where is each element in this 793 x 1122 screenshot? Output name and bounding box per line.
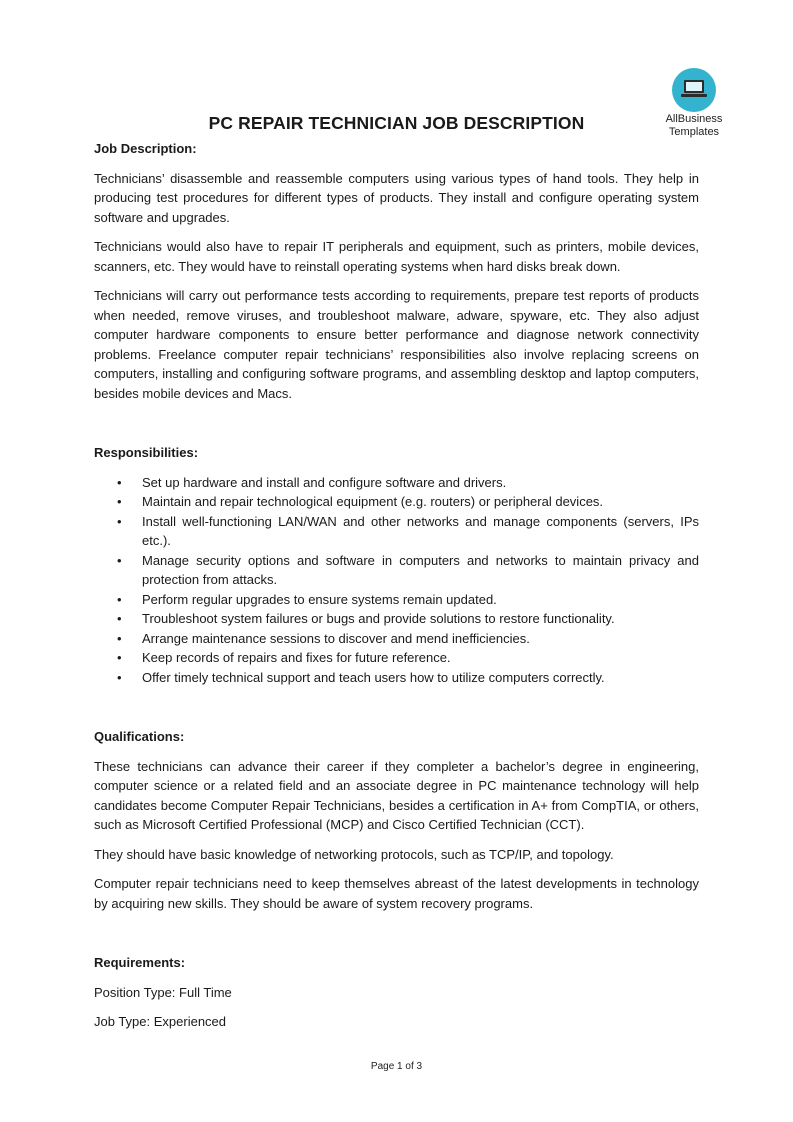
list-item-text: Manage security options and software in computers and networks to maintain privacy and protection from attacks.: [142, 552, 699, 587]
bullet-icon: •: [117, 611, 122, 626]
list-item-text: Offer timely technical support and teach users how to utilize computers correctly.: [142, 669, 605, 685]
list-item-text: Troubleshoot system failures or bugs and provide solutions to restore functionality.: [142, 611, 615, 626]
page-number: Page 1 of 3: [370, 1061, 423, 1072]
job-description-paragraph-2: Technicians would also have to repair IT peripherals and equipment, such as printers, mobile devices, scanners, etc. They would have to reinstall operating systems when hard disks break down.: [94, 239, 699, 274]
list-item-text: Maintain and repair technological equipment (e.g. routers) or peripheral devices.: [142, 494, 604, 509]
bullet-icon: •: [117, 513, 122, 529]
laptop-icon: [672, 68, 716, 112]
position-type: Position Type: Full Time: [94, 984, 232, 1000]
bullet-icon: •: [117, 552, 122, 568]
bullet-icon: •: [117, 591, 122, 607]
document-title: PC REPAIR TECHNICIAN JOB DESCRIPTION: [208, 113, 585, 133]
bullet-icon: •: [117, 494, 122, 509]
list-item: [94, 629, 699, 649]
job-description-paragraph-3: Technicians will carry out performance tests according to requirements, prepare test reports of products when needed, remove viruses, and troubleshoot malware, adware, spyware, etc. They also adjust computer hardware components to ensure better performance and diagnose network connectivity problems. Freelance computer repair technicians’ responsibilities also involve replacing screens on computers, installing and configuring software programs, and assembling desktop and laptop computers, besides mobile devices and Macs.: [94, 288, 699, 401]
list-item: [94, 551, 699, 590]
list-item: [94, 473, 699, 493]
job-type: Job Type: Experienced: [94, 1014, 227, 1029]
logo-text-line2: Templates: [668, 126, 720, 138]
qualifications-paragraph-1: These technicians can advance their career if they completer a bachelor’s degree in engineering, computer science or a related field and an associate degree in PC maintenance technology will help candidates become Computer Repair Technicians, besides a certification in A+ from CompTIA, or others, such as Microsoft Certified Professional (MCP) and Cisco Certified Technician (CCT).: [94, 758, 699, 832]
list-item: [94, 492, 699, 512]
list-item: [94, 609, 699, 629]
qualifications-paragraph-3: Computer repair technicians need to keep themselves abreast of the latest developments in technology by acquiring new skills. They should be aware of system recovery programs.: [94, 876, 699, 911]
bullet-icon: •: [117, 669, 122, 685]
requirements-heading: Requirements:: [94, 955, 186, 970]
qualifications-paragraph-2: They should have basic knowledge of networking protocols, such as TCP/IP, and topology.: [94, 846, 614, 862]
list-item-text: Set up hardware and install and configure software and drivers.: [142, 474, 507, 490]
document-body: [94, 139, 699, 1042]
list-item-text: Keep records of repairs and fixes for future reference.: [142, 650, 451, 665]
list-item-text: Arrange maintenance sessions to discover and mend inefficiencies.: [142, 630, 530, 646]
qualifications-heading: Qualifications:: [94, 729, 185, 744]
responsibilities-heading: Responsibilities:: [94, 445, 199, 460]
job-description-heading: Job Description:: [94, 141, 197, 156]
list-item: [94, 668, 699, 688]
list-item-text: Install well-functioning LAN/WAN and other networks and manage components (servers, IPs etc.).: [142, 513, 699, 548]
logo-text-line1: AllBusiness: [665, 113, 723, 125]
job-description-paragraph-1: Technicians’ disassemble and reassemble computers using various types of hand tools. They help in producing test procedures for different types of products. They install and configure operating system software and upgrades.: [94, 170, 699, 225]
list-item: [94, 648, 699, 668]
list-item: [94, 512, 699, 551]
list-item-text: Perform regular upgrades to ensure systems remain updated.: [142, 591, 497, 607]
bullet-icon: •: [117, 474, 122, 490]
responsibilities-list: [94, 473, 699, 688]
list-item: [94, 590, 699, 610]
bullet-icon: •: [117, 650, 122, 665]
bullet-icon: •: [117, 630, 122, 646]
